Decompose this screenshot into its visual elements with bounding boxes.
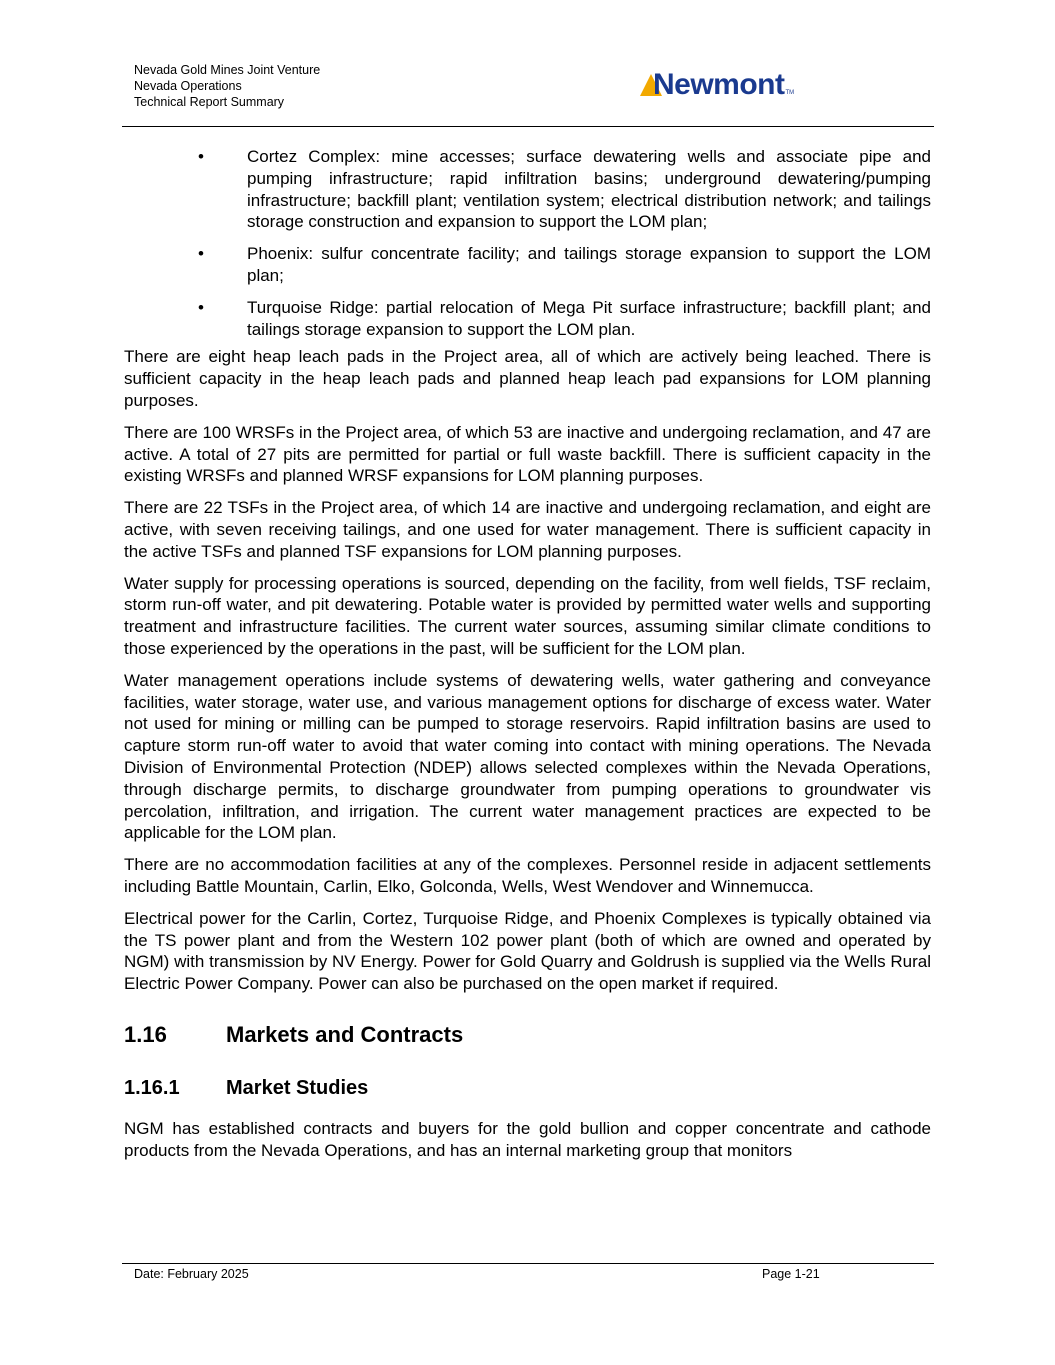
section-heading xyxy=(124,1022,931,1048)
subsection-heading xyxy=(124,1076,931,1100)
bullet-icon: • xyxy=(198,297,204,317)
logo-wordmark: Newmont xyxy=(653,68,785,101)
paragraph-wrsf: There are 100 WRSFs in the Project area, of which 53 are inactive and undergoing reclamation, and 47 are active. A total of 27 pits are permitted for partial or full waste backfill. There is sufficient capacity in the existing WRSFs and planned WRSF expansions for LOM planning purposes. xyxy=(124,422,931,486)
footer-date: Date: February 2025 xyxy=(134,1267,249,1281)
bullet-text: Phoenix: sulfur concentrate facility; and tailings storage expansion to support the LOM plan; xyxy=(247,244,931,285)
bullet-text: Turquoise Ridge: partial relocation of Mega Pit surface infrastructure; backfill plant; and tailings storage expansion to support the LOM plan. xyxy=(247,297,931,339)
paragraph-accommodation: There are no accommodation facilities at any of the complexes. Personnel reside in adjacent settlements including Battle Mountain, Carlin, Elko, Golconda, Wells, West Wendover and Winnemucca. xyxy=(124,855,931,896)
header-report-type: Technical Report Summary xyxy=(134,95,285,109)
footer-page-number: Page 1-21 xyxy=(762,1267,820,1281)
bullet-item xyxy=(124,243,931,287)
footer-divider xyxy=(122,1263,934,1264)
paragraph-market-studies: NGM has established contracts and buyers for the gold bullion and copper concentrate and cathode products from the Nevada Operations, and has an internal marketing group that monitors xyxy=(124,1118,931,1160)
bullet-icon: • xyxy=(198,147,204,166)
subsection-number: 1.16.1 xyxy=(124,1076,180,1099)
header-operations: Nevada Operations xyxy=(134,79,242,93)
newmont-logo xyxy=(640,66,794,102)
paragraph-electrical-power: Electrical power for the Carlin, Cortez, Turquoise Ridge, and Phoenix Complexes is typically obtained via the TS power plant and from the Western 102 power plant (both of which are owned and operated by NGM) with transmission by NV Energy. Power for Gold Quarry and Goldrush is supplied via the Wells Rural Electric Power Company. Power can also be purchased on the open market if required. xyxy=(124,908,931,994)
document-header xyxy=(134,62,320,110)
header-company: Nevada Gold Mines Joint Venture xyxy=(134,63,321,77)
bullet-item xyxy=(124,146,931,233)
paragraph-heap-leach: There are eight heap leach pads in the Project area, all of which are actively being leached. There is sufficient capacity in the heap leach pads and planned heap leach pad expansions for LOM planning purposes. xyxy=(124,347,931,410)
subsection-title: Market Studies xyxy=(226,1076,369,1099)
paragraph-water-management: Water management operations include systems of dewatering wells, water gathering and conveyance facilities, water storage, water use, and various management options for discharge of excess water. Water not used for mining or milling can be pumped to storage reservoirs. Rapid infiltration basins are used to capture storm run-off water to avoid that water coming into contact with mining operations. The Nevada Division of Environmental Protection (NDEP) allows selected complexes within the Nevada Operations, through discharge permits, to discharge groundwater from pumping operations to groundwater vis percolation, infiltration, and irrigation. The current water management practices are expected to be applicable for the LOM plan. xyxy=(124,670,931,843)
section-title: Markets and Contracts xyxy=(226,1021,464,1047)
paragraph-water-supply: Water supply for processing operations is sourced, depending on the facility, from well fields, TSF reclaim, storm run-off water, and pit dewatering. Potable water is provided by permitted water wells and supporting treatment and infrastructure facilities. The current water sources, assuming similar climate conditions to those experienced by the operations in the past, will be sufficient for the LOM plan. xyxy=(124,573,931,658)
logo-trademark: TM xyxy=(785,90,795,96)
section-number: 1.16 xyxy=(124,1021,167,1047)
header-divider xyxy=(122,126,934,127)
paragraph-tsf: There are 22 TSFs in the Project area, of which 14 are inactive and undergoing reclamation, and eight are active, with seven receiving tailings, and one used for water management. There is sufficient capacity in the active TSFs and planned TSF expansions for LOM planning purposes. xyxy=(124,498,931,561)
bullet-icon: • xyxy=(198,244,204,264)
bullet-item xyxy=(124,297,931,341)
bullet-text: Cortez Complex: mine accesses; surface dewatering wells and associate pipe and pumping infrastructure; rapid infiltration basins; underground dewatering/pumping infrastructure; backfill plant; ventilation system; electrical distribution network; and tailings storage construction and expansion to support the LOM plan; xyxy=(247,147,931,232)
document-body xyxy=(124,146,931,1171)
